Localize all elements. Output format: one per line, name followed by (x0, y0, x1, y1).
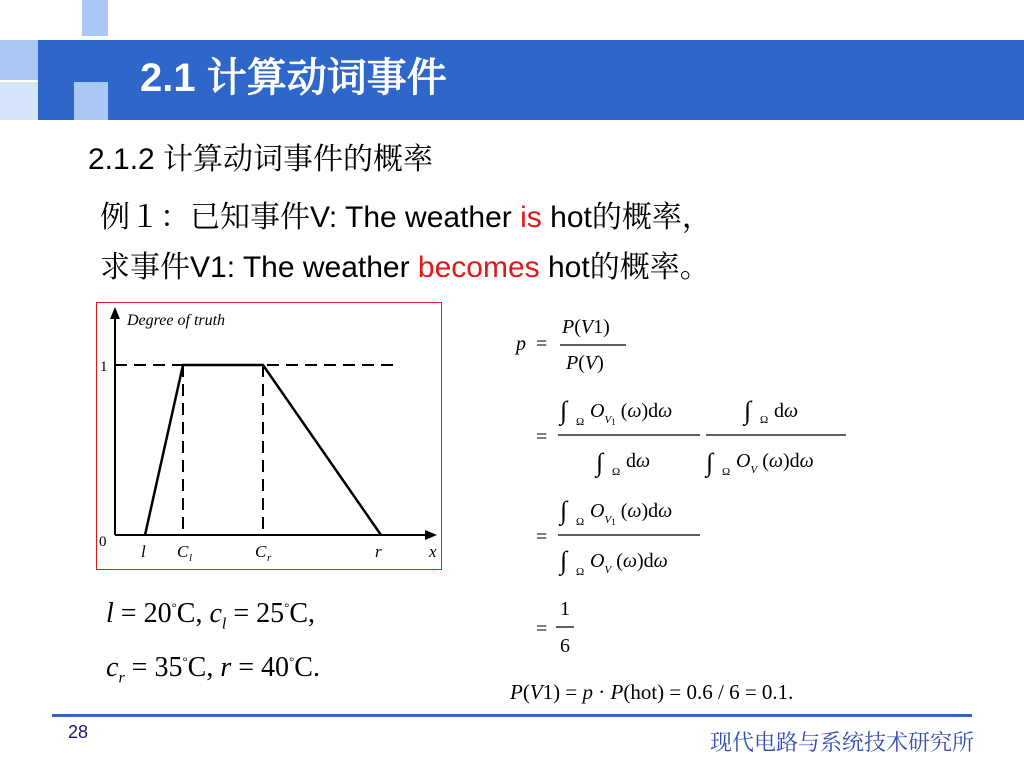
denominator-ov: $O_V$ (ω)dω (590, 550, 668, 576)
organization-name: 现代电路与系统技术研究所 (709, 730, 974, 755)
omega-sub: Ω (576, 416, 585, 428)
example-line-1: 例１：已知事件V: The weather is hot的概率， (100, 201, 712, 234)
y-tick-1: 1 (100, 359, 108, 375)
x-axis-arrow (425, 530, 437, 540)
formula-svg (500, 305, 920, 710)
omega-sub: Ω (722, 466, 731, 478)
y-axis-arrow (110, 307, 120, 319)
x-label-cl: C (177, 542, 189, 561)
page-number: 28 (68, 722, 89, 742)
params-line-1: l = 20°C, $c_l = 25^\circ C$, (106, 598, 316, 633)
x-label-x: x (429, 542, 437, 561)
deco-square (82, 0, 108, 36)
deco-square (0, 82, 38, 120)
numerator-ov1: $O_V1$ (ω)dω (590, 400, 673, 427)
integral-sign: ∫ (596, 448, 604, 477)
x-label-cl-sub: l (189, 552, 193, 564)
x-label-r: r (375, 542, 382, 561)
highlight-becomes: becomes (417, 251, 540, 284)
omega-sub: Ω (576, 566, 585, 578)
omega-sub: Ω (612, 466, 621, 478)
x-label-l: l (141, 542, 146, 561)
p-symbol: p (516, 333, 526, 355)
formula-block (500, 305, 920, 710)
one-numerator: 1 (560, 598, 570, 620)
numerator-pv1: P(V1) (562, 316, 610, 338)
deco-square (74, 82, 108, 120)
numerator-ov1: $O_V1$ (ω)dω (590, 500, 673, 527)
integral-sign: ∫ (560, 396, 568, 425)
y-tick-0: 0 (99, 534, 107, 550)
result-formula: P(V1) = p · P(hot) = 0.6 / 6 = 0.1. (510, 680, 794, 704)
omega-sub: Ω (576, 516, 585, 528)
denominator-domega: dω (626, 450, 651, 472)
equals: = (536, 333, 548, 355)
equals: = (536, 618, 548, 640)
numerator-domega: dω (774, 400, 799, 422)
membership-graph (96, 302, 442, 570)
footer-divider (52, 714, 972, 717)
params-line-2: $c_r = 35^\circ C$, r = 40°C. (106, 652, 320, 687)
omega-sub: Ω (760, 414, 769, 426)
six-denominator: 6 (560, 635, 570, 657)
trapezoid-plot (97, 303, 441, 569)
x-label-cr: C (255, 542, 267, 561)
equals: = (536, 426, 548, 448)
deco-square (0, 40, 38, 80)
x-label-cr-sub: r (267, 552, 272, 564)
integral-sign: ∫ (706, 448, 714, 477)
section-subtitle: 2.1.2 计算动词事件的概率 (88, 143, 434, 176)
integral-sign: ∫ (744, 396, 752, 425)
denominator-ov: $O_V$ (ω)dω (736, 450, 814, 476)
example-line-2: 求事件V1: The weather becomes hot的概率。 (100, 251, 710, 284)
equals: = (536, 526, 548, 548)
slide-title: 2.1 计算动词事件 (140, 56, 447, 100)
y-axis-label: Degree of truth (127, 312, 226, 329)
highlight-is: is (520, 201, 542, 234)
denominator-pv: P(V) (566, 352, 604, 374)
integral-sign: ∫ (560, 496, 568, 525)
integral-sign: ∫ (560, 546, 568, 575)
